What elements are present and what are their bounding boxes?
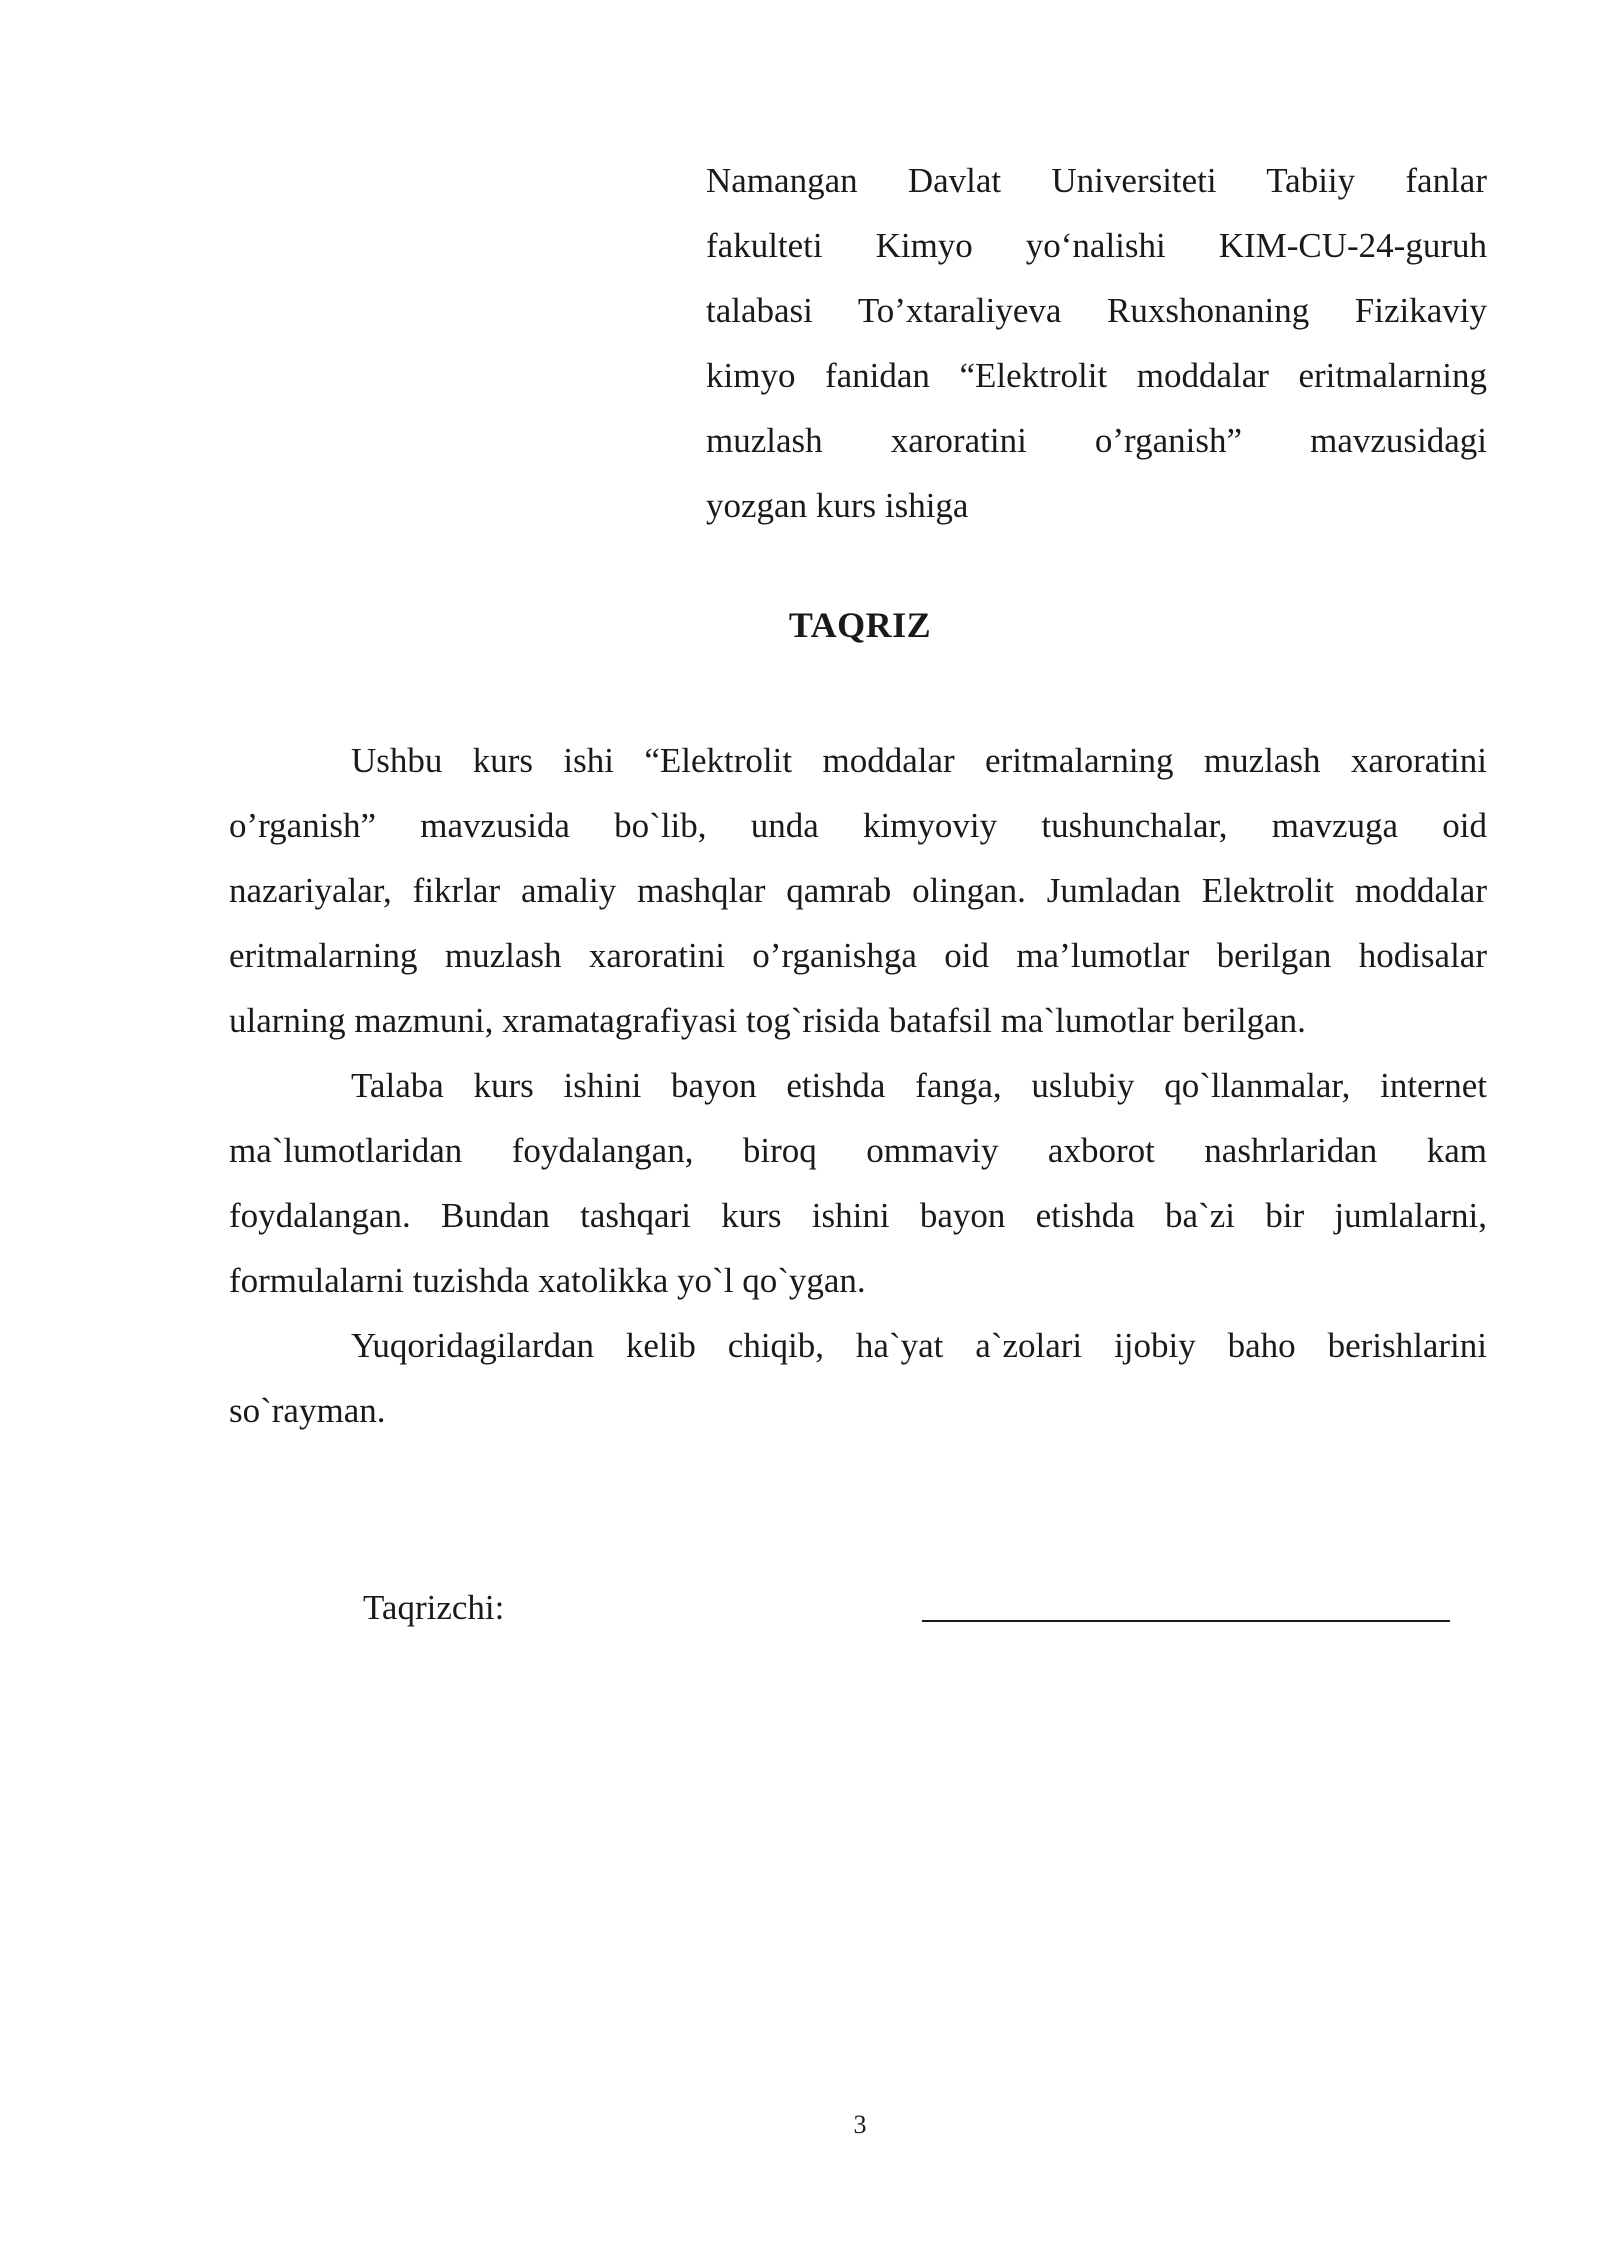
reviewer-label: Taqrizchi: (363, 1588, 505, 1627)
paragraph-line: ularning mazmuni, xramatagrafiyasi tog`risida batafsil ma`lumotlar berilgan. (229, 1001, 1306, 1040)
paragraph-line: Yuqoridagilardan kelib chiqib, ha`yat a`zolari ijobiy baho berishlarini (351, 1326, 1487, 1365)
paragraph-line: so`rayman. (229, 1391, 386, 1430)
header-line: muzlash xaroratini o’rganish” mavzusidagi (706, 421, 1487, 460)
paragraph-line: o’rganish” mavzusida bo`lib, unda kimyoviy tushunchalar, mavzuga oid (229, 806, 1487, 845)
header-line: yozgan kurs ishiga (706, 486, 969, 525)
header-line: kimyo fanidan “Elektrolit moddalar eritmalarning (706, 356, 1487, 395)
paragraph-line: ma`lumotlaridan foydalangan, biroq ommaviy axborot nashrlaridan kam (229, 1131, 1487, 1170)
paragraph (229, 1313, 1487, 1443)
paragraph (229, 728, 1487, 1053)
paragraph-line: eritmalarning muzlash xaroratini o’rganishga oid ma’lumotlar berilgan hodisalar (229, 936, 1487, 975)
body-text (229, 728, 1487, 1443)
page-number: 3 (853, 2110, 867, 2139)
paragraph-line: Talaba kurs ishini bayon etishda fanga, uslubiy qo`llanmalar, internet (351, 1066, 1487, 1105)
header-line: fakulteti Kimyo yo‘nalishi KIM-CU-24-guruh (706, 226, 1487, 265)
header-block (706, 148, 1487, 538)
paragraph (229, 1053, 1487, 1313)
paragraph-line: Ushbu kurs ishi “Elektrolit moddalar eritmalarning muzlash xaroratini (351, 741, 1487, 780)
paragraph-line: formulalarni tuzishda xatolikka yo`l qo`ygan. (229, 1261, 866, 1300)
document-title: TAQRIZ (788, 605, 932, 645)
paragraph-line: nazariyalar, fikrlar amaliy mashqlar qamrab olingan. Jumladan Elektrolit moddalar (229, 871, 1487, 910)
paragraph-line: foydalangan. Bundan tashqari kurs ishini bayon etishda ba`zi bir jumlalarni, (229, 1196, 1487, 1235)
header-line: talabasi To’xtaraliyeva Ruxshonaning Fizikaviy (706, 291, 1487, 330)
header-line: Namangan Davlat Universiteti Tabiiy fanlar (706, 161, 1487, 200)
signature-line (922, 1620, 1450, 1622)
